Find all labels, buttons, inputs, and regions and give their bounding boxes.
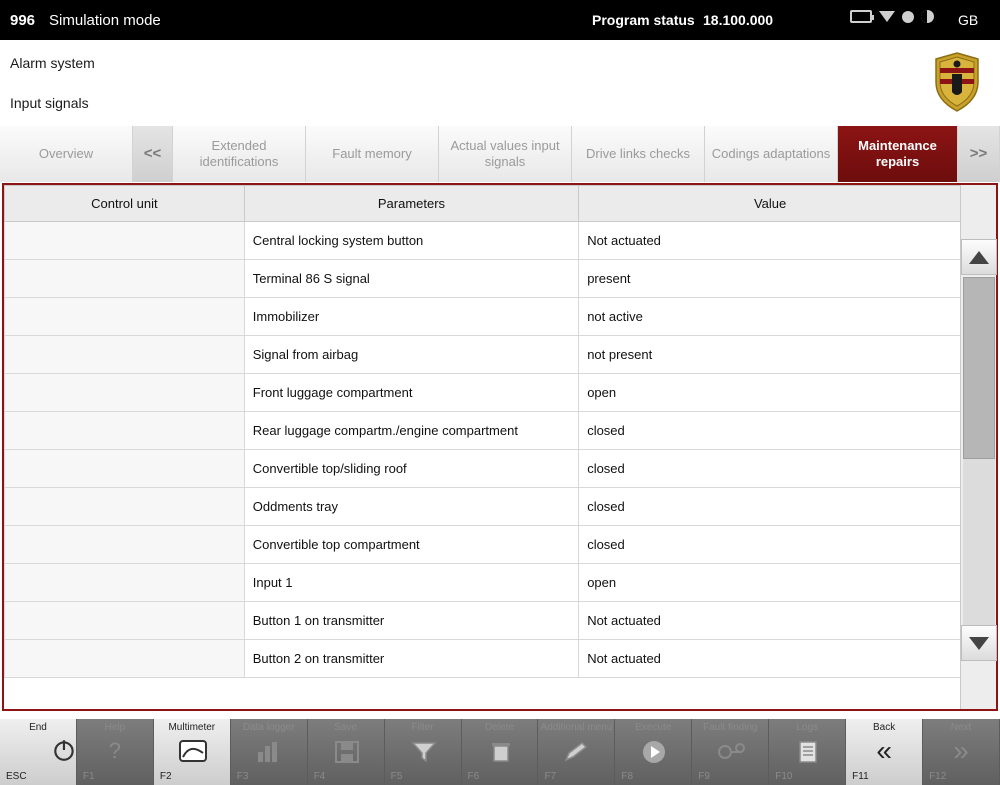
triangle-down-icon <box>969 637 989 650</box>
cell-value: not present <box>579 336 962 374</box>
fkey-back[interactable] <box>846 719 923 785</box>
cell-parameter: Button 2 on transmitter <box>244 640 578 678</box>
page-title: Alarm system <box>10 55 95 71</box>
input-signals-table <box>4 185 962 678</box>
table-row[interactable] <box>5 488 962 526</box>
fkey-logs[interactable] <box>769 719 846 785</box>
table-row[interactable] <box>5 526 962 564</box>
cell-value: Not actuated <box>579 222 962 260</box>
fkey-label: Logs <box>796 722 819 733</box>
scroll-up-button[interactable] <box>961 239 997 275</box>
fkey-label: Filter <box>411 722 434 733</box>
fkey-label: Next <box>950 722 972 733</box>
table-header-row <box>5 186 962 222</box>
fkey-additional-menu[interactable] <box>538 719 615 785</box>
fkey-number: ESC <box>6 771 27 782</box>
input-signals-panel <box>2 183 998 711</box>
fkey-number: F9 <box>698 771 710 782</box>
cell-parameter: Oddments tray <box>244 488 578 526</box>
fkey-fault-finding[interactable] <box>692 719 769 785</box>
cell-value: Not actuated <box>579 602 962 640</box>
page-header <box>0 40 1000 126</box>
fkey-label: Delete <box>485 722 514 733</box>
scroll-down-button[interactable] <box>961 625 997 661</box>
cell-parameter: Central locking system button <box>244 222 578 260</box>
country-code: GB <box>958 12 979 28</box>
fkey-label: Help <box>104 722 126 733</box>
fkey-end[interactable] <box>0 719 77 785</box>
column-header-control-unit: Control unit <box>5 186 245 222</box>
fkey-label: Data logger <box>242 722 295 733</box>
trash-icon <box>490 740 512 764</box>
fkey-save[interactable] <box>308 719 385 785</box>
fkey-label: Multimeter <box>168 722 216 733</box>
cell-control-unit <box>5 450 245 488</box>
cell-parameter: Input 1 <box>244 564 578 602</box>
fkey-number: F5 <box>390 771 403 782</box>
column-header-value: Value <box>579 186 962 222</box>
tab-fault-memory[interactable]: Fault memory <box>306 126 439 182</box>
fkey-number: F12 <box>929 771 947 782</box>
function-key-bar[interactable] <box>0 719 1000 785</box>
fkey-delete[interactable] <box>462 719 539 785</box>
page-subtitle: Input signals <box>10 95 89 111</box>
additional-menu-icon <box>563 740 591 764</box>
cell-value: closed <box>579 450 962 488</box>
simulation-mode-label: Simulation mode <box>49 11 161 29</box>
save-icon <box>334 740 360 764</box>
logs-icon <box>797 740 819 764</box>
program-status-label: Program status <box>592 12 695 28</box>
cell-control-unit <box>5 336 245 374</box>
table-row[interactable] <box>5 374 962 412</box>
fkey-label: Fault finding <box>703 722 758 733</box>
fkey-number: F4 <box>313 771 326 782</box>
tab-scroll-right[interactable]: >> <box>958 126 1000 182</box>
cell-value: open <box>579 564 962 602</box>
tab-scroll-left[interactable]: << <box>133 126 173 182</box>
tab-extended-identifications[interactable]: Extended identifications <box>173 126 306 182</box>
cell-control-unit <box>5 260 245 298</box>
cell-parameter: Front luggage compartment <box>244 374 578 412</box>
tab-bar[interactable] <box>0 126 1000 182</box>
battery-icon <box>850 10 872 23</box>
tab-actual-values-input-signals[interactable]: Actual values input signals <box>439 126 572 182</box>
power-icon <box>921 10 934 23</box>
cell-parameter: Convertible top/sliding roof <box>244 450 578 488</box>
scrollbar-thumb[interactable] <box>963 277 995 459</box>
table-row[interactable] <box>5 336 962 374</box>
cell-control-unit <box>5 374 245 412</box>
fkey-label: Execute <box>635 722 672 733</box>
fkey-data-logger[interactable] <box>231 719 308 785</box>
cell-control-unit <box>5 564 245 602</box>
fkey-number: F2 <box>159 771 172 782</box>
program-status-value: 18.100.000 <box>703 12 774 28</box>
fkey-number: F11 <box>852 771 869 782</box>
cell-value: closed <box>579 526 962 564</box>
cell-parameter: Terminal 86 S signal <box>244 260 578 298</box>
fkey-number: F7 <box>544 771 557 782</box>
cell-value: closed <box>579 488 962 526</box>
fkey-help[interactable] <box>77 719 154 785</box>
status-icon-group <box>850 10 934 23</box>
vertical-scrollbar[interactable] <box>960 185 996 709</box>
column-header-parameters: Parameters <box>244 186 578 222</box>
cell-control-unit <box>5 222 245 260</box>
cell-control-unit <box>5 488 245 526</box>
tab-maintenance-repairs[interactable]: Maintenance repairs <box>838 126 958 182</box>
fkey-execute[interactable] <box>615 719 692 785</box>
table-row[interactable] <box>5 298 962 336</box>
question-icon: ? <box>108 738 121 763</box>
cell-parameter: Button 1 on transmitter <box>244 602 578 640</box>
fkey-filter[interactable] <box>385 719 462 785</box>
cell-control-unit <box>5 640 245 678</box>
table-row[interactable] <box>5 564 962 602</box>
cell-value: not active <box>579 298 962 336</box>
table-row[interactable] <box>5 602 962 640</box>
table-row[interactable] <box>5 222 962 260</box>
cell-parameter: Signal from airbag <box>244 336 578 374</box>
cell-value: closed <box>579 412 962 450</box>
play-icon <box>641 739 667 765</box>
back-icon: « <box>876 735 892 766</box>
table-body <box>5 222 962 678</box>
vehicle-model: 996 <box>10 11 36 29</box>
tab-overview[interactable]: Overview <box>0 126 133 182</box>
fkey-number: F10 <box>775 771 793 782</box>
tab-codings-adaptations[interactable]: Codings adaptations <box>705 126 838 182</box>
table-row[interactable] <box>5 412 962 450</box>
cell-control-unit <box>5 526 245 564</box>
fkey-number: F8 <box>621 771 634 782</box>
cell-control-unit <box>5 298 245 336</box>
table-row[interactable] <box>5 640 962 678</box>
fkey-number: F3 <box>236 771 249 782</box>
cell-value: open <box>579 374 962 412</box>
bar-chart-icon <box>256 740 284 764</box>
tab-drive-links-checks[interactable]: Drive links checks <box>572 126 705 182</box>
triangle-up-icon <box>969 251 989 264</box>
status-bar <box>0 0 1000 40</box>
dot-icon <box>902 11 914 23</box>
table-row[interactable] <box>5 450 962 488</box>
cell-parameter: Rear luggage compartm./engine compartment <box>244 412 578 450</box>
table-row[interactable] <box>5 260 962 298</box>
fkey-number: F1 <box>82 771 95 782</box>
porsche-crest-icon <box>934 52 980 112</box>
cell-parameter: Convertible top compartment <box>244 526 578 564</box>
cell-control-unit <box>5 602 245 640</box>
fkey-label: Additional menu <box>540 722 613 733</box>
cell-parameter: Immobilizer <box>244 298 578 336</box>
cell-value: Not actuated <box>579 640 962 678</box>
fkey-label: End <box>29 722 47 733</box>
fkey-label: Save <box>334 722 358 733</box>
fault-finding-icon <box>716 740 746 764</box>
fkey-next[interactable] <box>923 719 1000 785</box>
cell-control-unit <box>5 412 245 450</box>
fkey-number: F6 <box>467 771 480 782</box>
next-icon: » <box>953 735 969 766</box>
cell-value: present <box>579 260 962 298</box>
fkey-multimeter[interactable] <box>154 719 231 785</box>
funnel-icon <box>411 740 437 764</box>
multimeter-icon <box>178 739 208 765</box>
fkey-label: Back <box>872 722 896 733</box>
funnel-icon <box>879 11 895 22</box>
